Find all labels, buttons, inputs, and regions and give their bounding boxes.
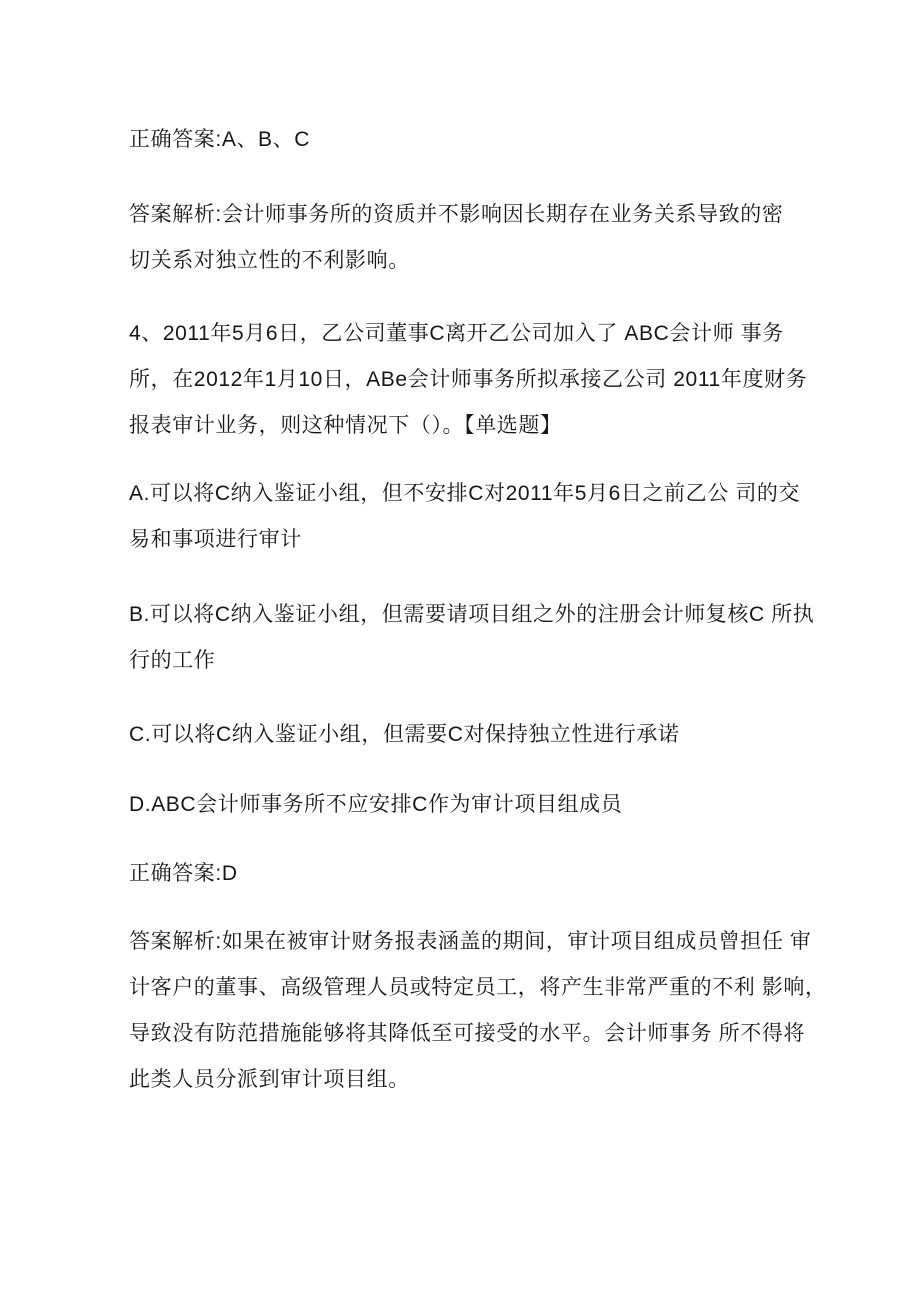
analysis-line: 答案解析:会计师事务所的资质并不影响因长期存在业务关系导致的密 — [129, 203, 784, 226]
question-4-option-c — [129, 712, 790, 758]
analysis-line: 答案解析:如果在被审计财务报表涵盖的期间，审计项目组成员曾担任 审 — [129, 930, 812, 953]
analysis-line: 导致没有防范措施能够将其降低至可接受的水平。会计师事务 所不得将 — [129, 1022, 806, 1045]
option-c-line: C.可以将C纳入鉴证小组，但需要C对保持独立性进行承诺 — [129, 723, 680, 746]
correct-answer-text: 正确答案:D — [129, 862, 238, 885]
question-4-option-b — [129, 592, 815, 684]
prev-question-correct-answer — [129, 117, 790, 163]
analysis-line: 此类人员分派到审计项目组。 — [129, 1068, 410, 1091]
prev-question-analysis — [129, 192, 790, 284]
analysis-line: 计客户的董事、高级管理人员或特定员工，将产生非常严重的不利 影响， — [129, 976, 827, 999]
stem-line: 报表审计业务，则这种情况下（）。【单选题】 — [129, 414, 562, 437]
question-4-analysis — [129, 919, 827, 1103]
correct-answer-text: 正确答案:A、B、C — [129, 128, 311, 151]
question-4-stem — [129, 311, 808, 449]
option-b-line: 行的工作 — [129, 649, 216, 672]
option-b-line: B.可以将C纳入鉴证小组，但需要请项目组之外的注册会计师复核C 所执 — [129, 603, 815, 626]
question-4-correct-answer — [129, 851, 790, 897]
analysis-line: 切关系对独立性的不利影响。 — [129, 249, 410, 272]
question-4-option-d — [129, 782, 790, 828]
option-a-line: A.可以将C纳入鉴证小组，但不安排C对2011年5月6日之前乙公 司的交 — [129, 482, 801, 505]
stem-line: 4、2011年5月6日，乙公司董事C离开乙公司加入了 ABC会计师 事务 — [129, 322, 784, 345]
option-a-line: 易和事项进行审计 — [129, 528, 302, 551]
stem-line: 所，在2012年1月10日，ABe会计师事务所拟承接乙公司 2011年度财务 — [129, 368, 808, 391]
option-d-line: D.ABC会计师事务所不应安排C作为审计项目组成员 — [129, 793, 623, 816]
question-4-option-a — [129, 471, 801, 563]
